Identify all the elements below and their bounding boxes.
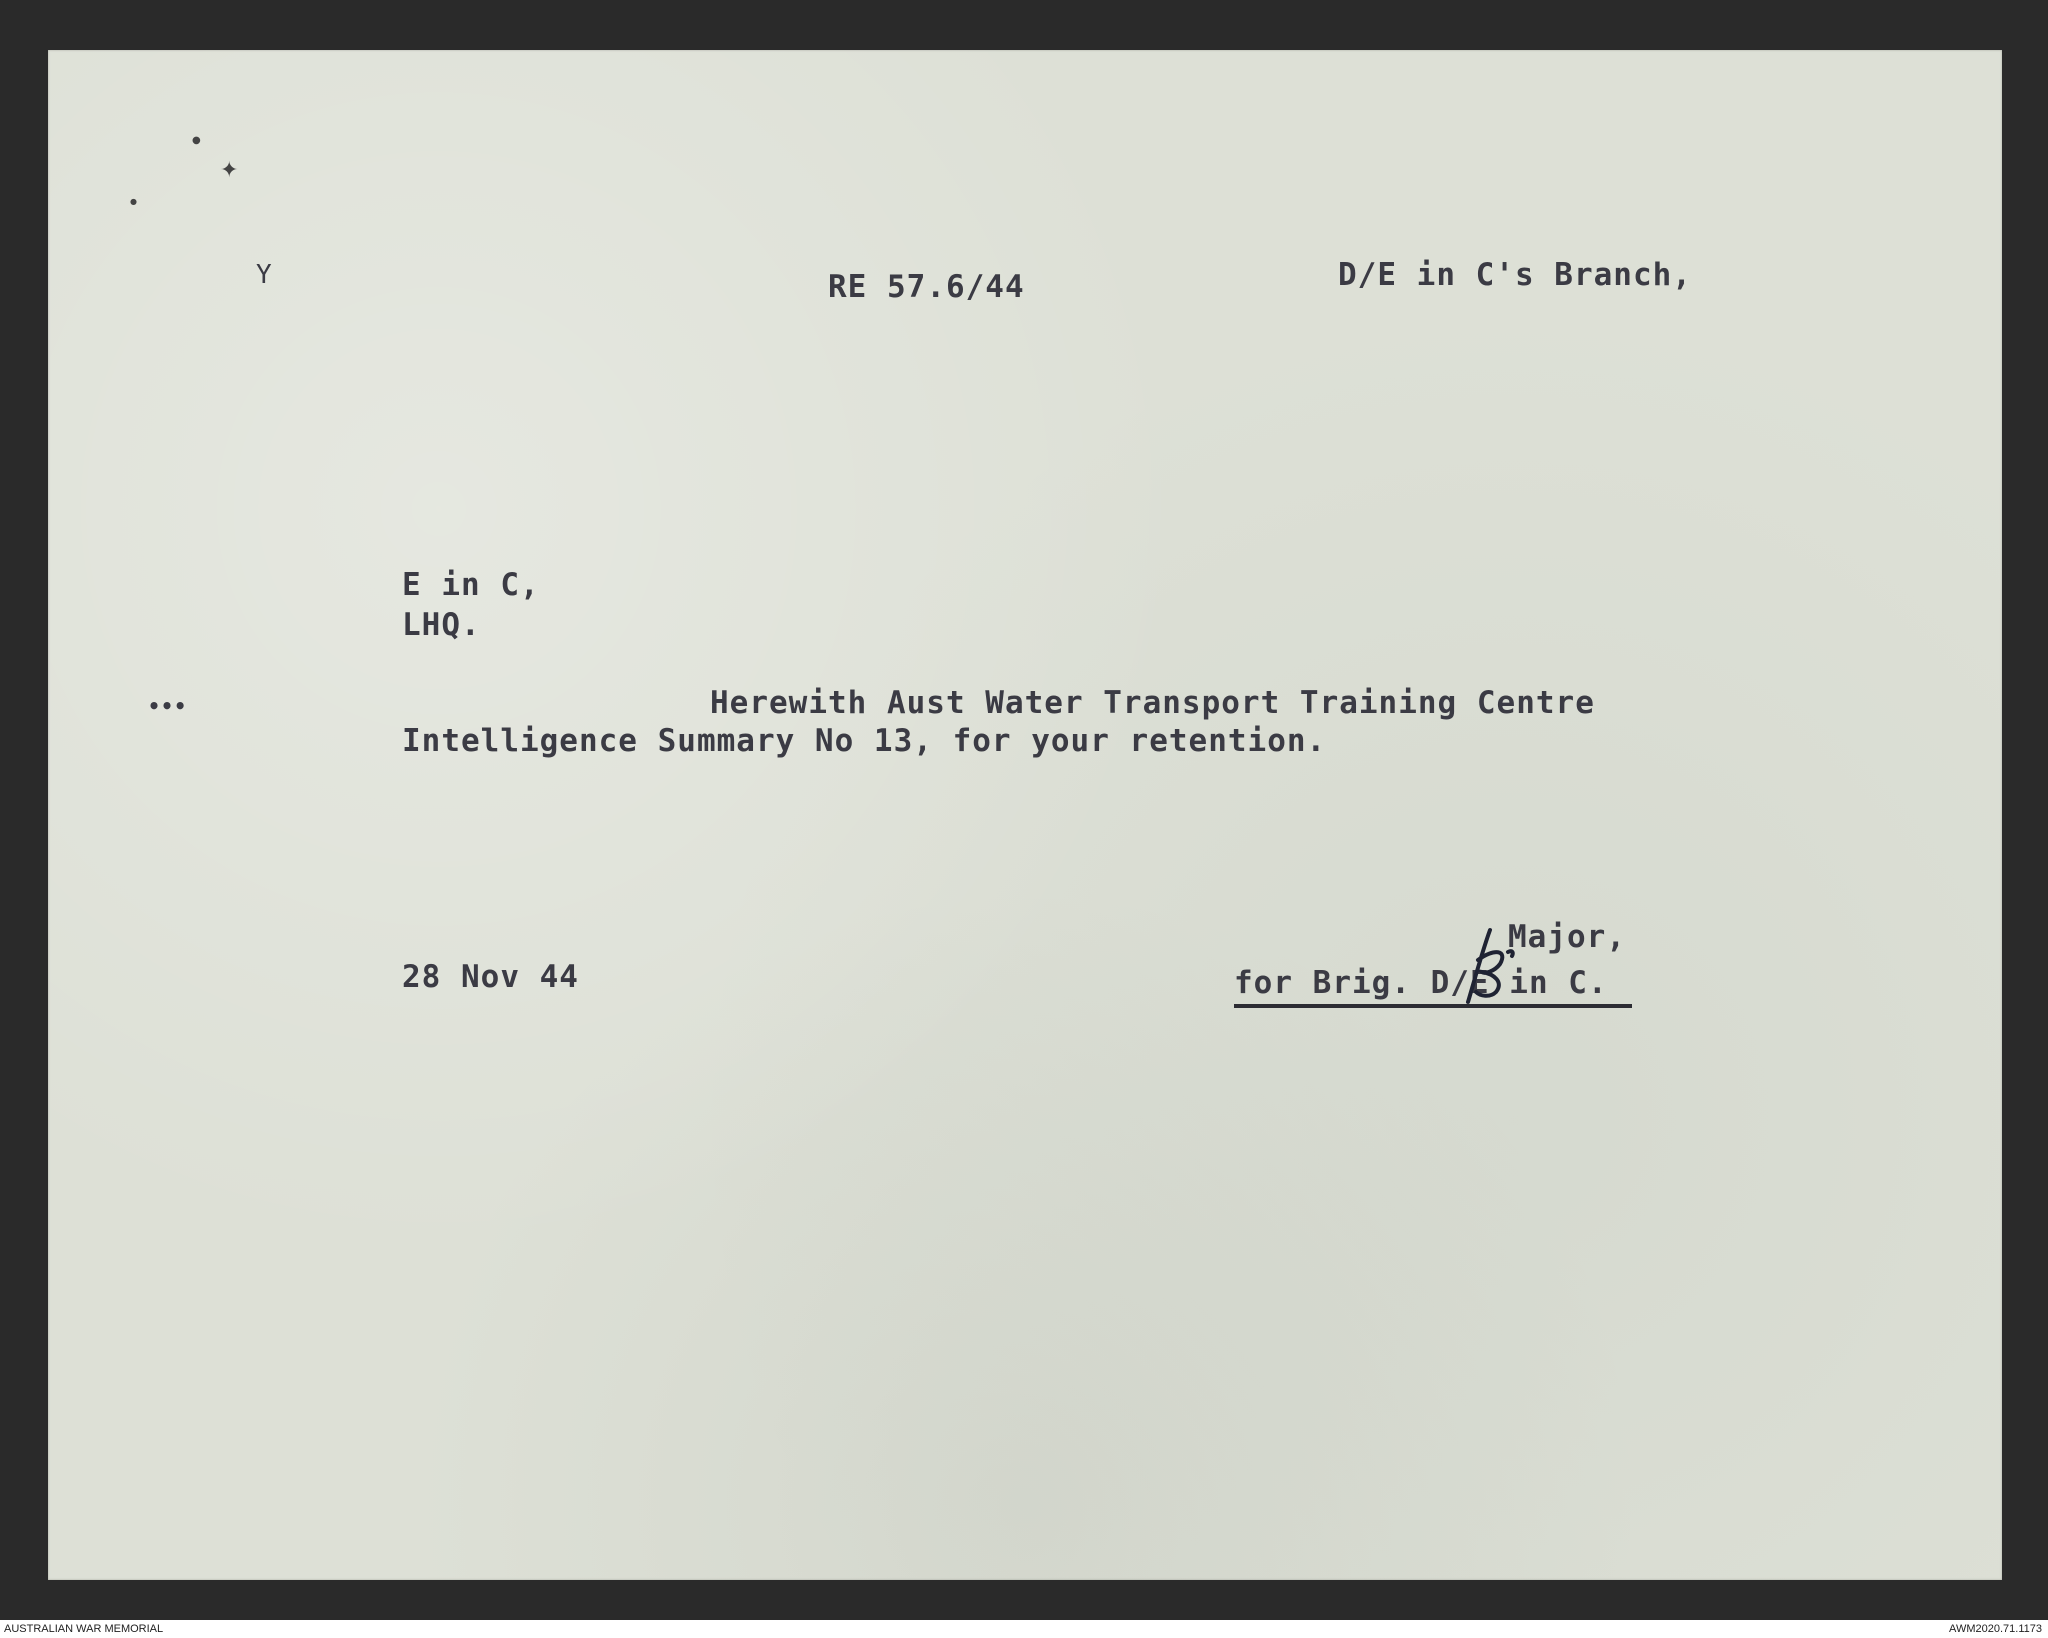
ink-speck: ● [130,197,137,206]
handwritten-signature [1438,922,1528,1012]
accession-number: AWM2020.71.1173 [1949,1623,2042,1635]
signature-underline [1234,1004,1632,1008]
margin-dots: ••• [148,694,188,718]
document-date: 28 Nov 44 [402,959,579,995]
institution-label: AUSTRALIAN WAR MEMORIAL [4,1623,164,1635]
corner-mark: Y [256,260,273,290]
addressee-line-1: E in C, [402,567,540,603]
ink-speck: ● [192,135,201,146]
from-branch: D/E in C's Branch, [1338,257,1692,293]
body-line-2: Intelligence Summary No 13, for your retention. [402,723,1327,759]
document-page [48,50,2002,1580]
signatory-rank: Major, [1508,919,1626,955]
body-line-1: Herewith Aust Water Transport Training Centre [710,685,1595,721]
signatory-for: for Brig. D/E in C. [1234,965,1608,1001]
addressee-line-2: LHQ. [402,607,481,643]
reference-number: RE 57.6/44 [828,269,1025,305]
ink-speck: ✦ [220,158,239,183]
